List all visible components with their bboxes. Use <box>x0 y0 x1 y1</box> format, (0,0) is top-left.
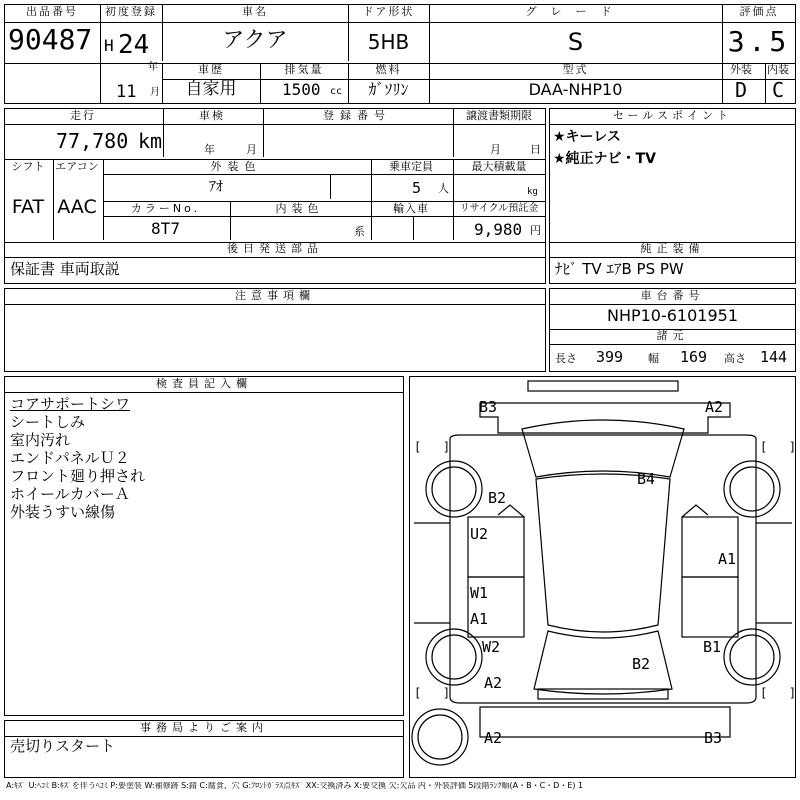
ac-value: AAC <box>57 196 97 218</box>
recycle-value: 9,980 <box>474 220 523 239</box>
damage-mark: A1 <box>718 550 737 568</box>
damage-mark: B3 <box>479 398 498 416</box>
sales-point-1: ★キーレス <box>553 129 621 145</box>
length-label: 長さ <box>555 352 577 365</box>
reg-label: 初度登録 <box>105 5 157 18</box>
exterior-color-label: 外装色 <box>210 160 262 173</box>
car-outline-svg <box>410 377 797 779</box>
office-value: 売切りスタート <box>10 737 116 755</box>
damage-mark: B3 <box>704 729 723 747</box>
exterior-color-value: ｱｵ <box>209 179 223 195</box>
reg-year: 24 <box>118 30 150 60</box>
damage-mark: A2 <box>705 398 724 416</box>
reg-year-unit: 年 <box>148 62 158 73</box>
color-no-value: 8T7 <box>151 219 180 238</box>
mileage-value: 77,780 <box>56 129 129 153</box>
damage-mark: A1 <box>470 610 489 628</box>
height-value: 144 <box>760 348 788 366</box>
lot-number: 90487 <box>8 23 93 56</box>
damage-mark: U2 <box>470 525 489 543</box>
sales-point-2: ★純正ナビ・TV <box>553 151 656 167</box>
inspector-line: エンドパネルＵ２ <box>10 449 130 467</box>
equipment-label: 純正装備 <box>640 242 705 255</box>
score-value: 3.5 <box>727 25 791 58</box>
shipping-value: 保証書 車両取説 <box>10 260 120 278</box>
sales-point-label: セールスポイント <box>612 109 732 122</box>
ext-grade: D <box>734 78 748 102</box>
regno-label: 登録番号 <box>323 109 391 122</box>
disp-value: 1500 <box>282 80 321 99</box>
mileage-label: 走行 <box>70 109 96 122</box>
capacity-label: 乗車定員 <box>389 160 433 173</box>
footer-legend: A:ｷｽﾞ U:ﾍｺﾐ B:ｷｽﾞを伴うﾍｺﾐ P:要塗装 W:補修跡 S:錆 C:腐食、穴 G:ﾌﾛﾝﾄｶﾞﾗｽ点ｷｽﾞ XX:交換済み X:要交換 欠:欠品 内・外装評価 5段階ﾗﾝｸ順(A・B・C・D・E) 1 <box>6 782 584 790</box>
height-label: 高さ <box>724 352 746 365</box>
chassis-label: 車台番号 <box>640 289 705 302</box>
inspector-label: 検査員記入欄 <box>156 377 252 390</box>
load-unit: kg <box>527 187 538 197</box>
door-type: 5HB <box>367 30 410 54</box>
mileage-unit: km <box>138 129 163 153</box>
damage-mark: B4 <box>637 470 656 488</box>
damage-mark: A2 <box>484 674 503 692</box>
interior-color-label: 内装色 <box>275 202 324 215</box>
lot-label: 出品番号 <box>26 5 78 18</box>
inspection-month-unit: 月 <box>246 143 257 156</box>
recycle-unit: 円 <box>530 224 541 237</box>
transfer-month-unit: 月 <box>490 143 501 156</box>
shipping-label: 後日発送部品 <box>227 242 323 255</box>
capacity-unit: 人 <box>438 182 449 195</box>
inspector-line: 室内汚れ <box>10 431 71 449</box>
reg-era: H <box>104 36 114 55</box>
door-label: ドア形状 <box>362 5 415 18</box>
damage-mark: A2 <box>484 729 503 747</box>
car-name: アクア <box>222 28 288 53</box>
dimensions-label: 諸元 <box>656 329 689 342</box>
width-label: 幅 <box>648 352 659 365</box>
inspector-line: ホイールカバーＡ <box>10 485 130 503</box>
fuel-label: 燃料 <box>375 63 402 76</box>
inspector-line: コアサポートシワ <box>10 395 131 413</box>
bracket-top-left: [ ] <box>414 440 451 454</box>
color-no-label: カラーNo. <box>130 202 201 215</box>
damage-mark: B2 <box>488 489 507 507</box>
grade-value: S <box>567 28 584 56</box>
length-value: 399 <box>596 348 624 366</box>
int-grade: C <box>771 78 785 102</box>
reg-month-unit: 月 <box>150 87 160 98</box>
capacity-value: 5 <box>412 179 422 197</box>
model-label: 型式 <box>562 63 589 76</box>
car-diagram <box>409 376 796 778</box>
bracket-top-right: [ ] <box>760 440 797 454</box>
inspector-line: フロント廻り押され <box>10 467 146 485</box>
shift-label: シフト <box>11 160 45 173</box>
model-value: DAA-NHP10 <box>528 80 623 99</box>
equipment-value: ﾅﾋﾞ TV ｴｱB PS PW <box>555 260 684 278</box>
transfer-label: 譲渡書類期限 <box>466 109 532 122</box>
bracket-bottom-left: [ ] <box>414 686 451 700</box>
interior-color-unit: 系 <box>354 225 365 238</box>
name-label: 車名 <box>242 5 268 18</box>
damage-mark: B1 <box>703 638 722 656</box>
inspector-line: 外装うすい線傷 <box>10 503 116 521</box>
damage-mark: W1 <box>470 584 489 602</box>
disp-unit: cc <box>330 86 343 97</box>
recycle-label: リサイクル預託金 <box>459 203 539 214</box>
load-label: 最大積載量 <box>471 160 527 173</box>
score-label: 評価点 <box>739 5 779 18</box>
fuel-value: ｶﾞｿﾘﾝ <box>368 80 409 99</box>
inspector-lines <box>10 395 145 521</box>
notes-label: 注意事項欄 <box>235 289 315 302</box>
inspector-line: シートしみ <box>10 413 86 431</box>
ac-label: エアコン <box>55 160 99 173</box>
damage-mark: B2 <box>632 655 651 673</box>
transfer-day-unit: 日 <box>530 143 541 156</box>
ext-grade-label: 外装 <box>730 63 752 76</box>
import-label: 輸入車 <box>393 202 429 215</box>
inspection-label: 車検 <box>199 109 225 122</box>
inspection-year-unit: 年 <box>204 143 215 156</box>
width-value: 169 <box>680 348 708 366</box>
damage-mark: W2 <box>482 638 501 656</box>
history-label: 車歴 <box>198 63 224 76</box>
office-label: 事務局よりご案内 <box>140 721 268 734</box>
grade-label: グレード <box>525 5 626 18</box>
bracket-bottom-right: [ ] <box>760 686 797 700</box>
reg-month: 11 <box>116 82 137 102</box>
chassis-value: NHP10-6101951 <box>606 306 739 325</box>
history-value: 自家用 <box>185 79 237 99</box>
shift-value: FAT <box>11 196 45 218</box>
int-grade-label: 内装 <box>767 63 789 76</box>
disp-label: 排気量 <box>284 63 324 76</box>
